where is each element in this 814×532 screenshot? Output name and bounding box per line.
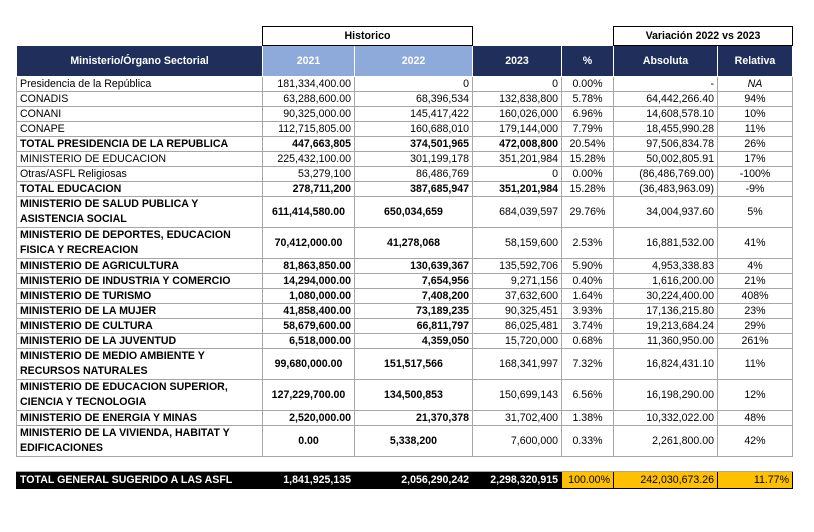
group-variacion: Variación 2022 vs 2023	[614, 27, 793, 46]
cell-v2022: 66,811,797	[355, 319, 473, 334]
row-name: MINISTERIO DE MEDIO AMBIENTE Y RECURSOS NATURALES	[17, 349, 263, 380]
row-name: MINISTERIO DE AGRICULTURA	[17, 259, 263, 274]
cell-pct: 3.93%	[562, 304, 614, 319]
cell-rel: 12%	[718, 380, 793, 411]
cell-rel: 11%	[718, 122, 793, 137]
cell-pct: 5.78%	[562, 92, 614, 107]
total-name: TOTAL GENERAL SUGERIDO A LAS ASFL	[17, 472, 263, 489]
row-name: TOTAL EDUCACION	[17, 182, 263, 197]
cell-v2022: 4,359,050	[355, 334, 473, 349]
cell-pct: 0.33%	[562, 426, 614, 457]
cell-pct: 0.00%	[562, 167, 614, 182]
cell-abs: 97,506,834.78	[614, 137, 718, 152]
cell-abs: 19,213,684.24	[614, 319, 718, 334]
cell-rel: 17%	[718, 152, 793, 167]
cell-abs: 17,136,215.80	[614, 304, 718, 319]
cell-v2023: 7,600,000	[473, 426, 562, 457]
cell-v2022: 160,688,010	[355, 122, 473, 137]
cell-rel: 5%	[718, 197, 793, 228]
row-name: MINISTERIO DE ENERGIA Y MINAS	[17, 411, 263, 426]
row-name: MINISTERIO DE SALUD PUBLICA Y ASISTENCIA SOCIAL	[17, 197, 263, 228]
cell-v2023: 37,632,600	[473, 289, 562, 304]
table-row	[17, 228, 793, 259]
cell-v2021: 81,863,850.00	[263, 259, 355, 274]
cell-rel: 23%	[718, 304, 793, 319]
cell-v2022: 73,189,235	[355, 304, 473, 319]
cell-abs: 18,455,990.28	[614, 122, 718, 137]
cell-v2023: 351,201,984	[473, 182, 562, 197]
cell-v2022: 145,417,422	[355, 107, 473, 122]
total-pct: 100.00%	[562, 472, 614, 489]
cell-v2023: 160,026,000	[473, 107, 562, 122]
cell-rel: 10%	[718, 107, 793, 122]
cell-abs: 2,261,800.00	[614, 426, 718, 457]
table-row	[17, 411, 793, 426]
cell-abs: 10,332,022.00	[614, 411, 718, 426]
table-row	[17, 289, 793, 304]
col-2021: 2021	[263, 46, 355, 77]
col-2022: 2022	[355, 46, 473, 77]
table-row	[17, 137, 793, 152]
row-name: MINISTERIO DE INDUSTRIA Y COMERCIO	[17, 274, 263, 289]
cell-rel: 21%	[718, 274, 793, 289]
spacer-cell	[355, 457, 473, 472]
spacer-row	[17, 457, 793, 472]
spacer-cell	[614, 457, 718, 472]
cell-v2021: 112,715,805.00	[263, 122, 355, 137]
spacer-cell	[473, 457, 562, 472]
cell-v2021: 127,229,700.00	[263, 380, 355, 411]
cell-rel: 261%	[718, 334, 793, 349]
cell-v2022: 7,654,956	[355, 274, 473, 289]
cell-abs: 16,824,431.10	[614, 349, 718, 380]
spacer-cell	[263, 457, 355, 472]
cell-v2022: 650,034,659	[355, 197, 473, 228]
table-row	[17, 304, 793, 319]
table-row	[17, 152, 793, 167]
cell-abs: 4,953,338.83	[614, 259, 718, 274]
cell-abs: (86,486,769.00)	[614, 167, 718, 182]
cell-pct: 2.53%	[562, 228, 614, 259]
cell-abs: 1,616,200.00	[614, 274, 718, 289]
row-name: Presidencia de la República	[17, 77, 263, 92]
cell-v2022: 151,517,566	[355, 349, 473, 380]
cell-abs: 50,002,805.91	[614, 152, 718, 167]
cell-v2021: 14,294,000.00	[263, 274, 355, 289]
table-row	[17, 426, 793, 457]
cell-v2021: 90,325,000.00	[263, 107, 355, 122]
table-row	[17, 274, 793, 289]
cell-pct: 0.68%	[562, 334, 614, 349]
cell-v2021: 1,080,000.00	[263, 289, 355, 304]
cell-v2023: 168,341,997	[473, 349, 562, 380]
cell-v2022: 7,408,200	[355, 289, 473, 304]
row-name: TOTAL PRESIDENCIA DE LA REPUBLICA	[17, 137, 263, 152]
cell-v2023: 15,720,000	[473, 334, 562, 349]
spacer-cell	[718, 457, 793, 472]
cell-v2022: 387,685,947	[355, 182, 473, 197]
cell-abs: 11,360,950.00	[614, 334, 718, 349]
cell-v2023: 684,039,597	[473, 197, 562, 228]
cell-abs: 16,198,290.00	[614, 380, 718, 411]
cell-v2021: 0.00	[263, 426, 355, 457]
cell-abs: -	[614, 77, 718, 92]
cell-v2023: 135,592,706	[473, 259, 562, 274]
cell-pct: 7.79%	[562, 122, 614, 137]
cell-v2023: 472,008,800	[473, 137, 562, 152]
cell-rel: NA	[718, 77, 793, 92]
cell-abs: 14,608,578.10	[614, 107, 718, 122]
total-rel: 11.77%	[718, 472, 793, 489]
cell-v2022: 0	[355, 77, 473, 92]
cell-abs: 34,004,937.60	[614, 197, 718, 228]
cell-rel: 41%	[718, 228, 793, 259]
table-row	[17, 349, 793, 380]
cell-rel: 29%	[718, 319, 793, 334]
col-pct: %	[562, 46, 614, 77]
col-2023: 2023	[473, 46, 562, 77]
cell-pct: 0.00%	[562, 77, 614, 92]
cell-v2023: 150,699,143	[473, 380, 562, 411]
row-name: MINISTERIO DE EDUCACION	[17, 152, 263, 167]
table-row	[17, 380, 793, 411]
table-row	[17, 122, 793, 137]
cell-v2022: 374,501,965	[355, 137, 473, 152]
table-row	[17, 259, 793, 274]
cell-pct: 1.38%	[562, 411, 614, 426]
row-name: MINISTERIO DE LA MUJER	[17, 304, 263, 319]
cell-v2022: 86,486,769	[355, 167, 473, 182]
cell-v2021: 611,414,580.00	[263, 197, 355, 228]
cell-v2021: 63,288,600.00	[263, 92, 355, 107]
cell-pct: 5.90%	[562, 259, 614, 274]
cell-v2021: 447,663,805	[263, 137, 355, 152]
cell-v2023: 0	[473, 77, 562, 92]
col-absoluta: Absoluta	[614, 46, 718, 77]
row-name: Otras/ASFL Religiosas	[17, 167, 263, 182]
cell-v2021: 225,432,100.00	[263, 152, 355, 167]
cell-rel: 26%	[718, 137, 793, 152]
cell-abs: (36,483,963.09)	[614, 182, 718, 197]
cell-pct: 3.74%	[562, 319, 614, 334]
cell-v2021: 2,520,000.00	[263, 411, 355, 426]
col-ministerio: Ministerio/Órgano Sectorial	[17, 46, 263, 77]
cell-v2021: 278,711,200	[263, 182, 355, 197]
spacer-cell	[17, 457, 263, 472]
table-row	[17, 319, 793, 334]
cell-abs: 30,224,400.00	[614, 289, 718, 304]
cell-rel: -100%	[718, 167, 793, 182]
total-abs: 242,030,673.26	[614, 472, 718, 489]
cell-rel: 4%	[718, 259, 793, 274]
cell-v2022: 68,396,534	[355, 92, 473, 107]
cell-v2021: 99,680,000.00	[263, 349, 355, 380]
cell-v2022: 134,500,853	[355, 380, 473, 411]
cell-v2023: 58,159,600	[473, 228, 562, 259]
group-spacer	[17, 27, 263, 46]
group-header-row	[17, 27, 793, 46]
row-name: MINISTERIO DE CULTURA	[17, 319, 263, 334]
cell-rel: 94%	[718, 92, 793, 107]
total-v2021: 1,841,925,135	[263, 472, 355, 489]
cell-pct: 1.64%	[562, 289, 614, 304]
grand-total-row	[17, 472, 793, 489]
col-relativa: Relativa	[718, 46, 793, 77]
table-row	[17, 197, 793, 228]
cell-pct: 6.96%	[562, 107, 614, 122]
cell-pct: 0.40%	[562, 274, 614, 289]
row-name: MINISTERIO DE EDUCACION SUPERIOR, CIENCIA Y TECNOLOGIA	[17, 380, 263, 411]
group-historico: Historico	[263, 27, 473, 46]
cell-v2022: 41,278,068	[355, 228, 473, 259]
cell-v2023: 31,702,400	[473, 411, 562, 426]
budget-table	[16, 26, 793, 489]
group-spacer	[473, 27, 614, 46]
cell-rel: 48%	[718, 411, 793, 426]
row-name: CONANI	[17, 107, 263, 122]
cell-pct: 20.54%	[562, 137, 614, 152]
row-name: MINISTERIO DE LA JUVENTUD	[17, 334, 263, 349]
cell-v2023: 132,838,800	[473, 92, 562, 107]
cell-v2022: 5,338,200	[355, 426, 473, 457]
cell-v2023: 9,271,156	[473, 274, 562, 289]
table-row	[17, 167, 793, 182]
cell-v2021: 6,518,000.00	[263, 334, 355, 349]
cell-v2023: 0	[473, 167, 562, 182]
cell-v2023: 90,325,451	[473, 304, 562, 319]
cell-abs: 64,442,266.40	[614, 92, 718, 107]
table-row	[17, 182, 793, 197]
cell-v2022: 301,199,178	[355, 152, 473, 167]
cell-pct: 15.28%	[562, 182, 614, 197]
row-name: MINISTERIO DE DEPORTES, EDUCACION FISICA Y RECREACION	[17, 228, 263, 259]
cell-v2023: 86,025,481	[473, 319, 562, 334]
table-row	[17, 92, 793, 107]
cell-pct: 15.28%	[562, 152, 614, 167]
cell-v2021: 53,279,100	[263, 167, 355, 182]
cell-v2022: 130,639,367	[355, 259, 473, 274]
cell-v2021: 70,412,000.00	[263, 228, 355, 259]
column-header-row	[17, 46, 793, 77]
row-name: CONADIS	[17, 92, 263, 107]
row-name: MINISTERIO DE LA VIVIENDA, HABITAT Y EDIFICACIONES	[17, 426, 263, 457]
total-v2022: 2,056,290,242	[355, 472, 473, 489]
row-name: MINISTERIO DE TURISMO	[17, 289, 263, 304]
cell-abs: 16,881,532.00	[614, 228, 718, 259]
total-v2023: 2,298,320,915	[473, 472, 562, 489]
cell-rel: -9%	[718, 182, 793, 197]
cell-pct: 6.56%	[562, 380, 614, 411]
cell-v2023: 351,201,984	[473, 152, 562, 167]
cell-pct: 7.32%	[562, 349, 614, 380]
cell-v2021: 181,334,400.00	[263, 77, 355, 92]
cell-rel: 42%	[718, 426, 793, 457]
table-row	[17, 77, 793, 92]
cell-rel: 408%	[718, 289, 793, 304]
cell-v2023: 179,144,000	[473, 122, 562, 137]
cell-v2021: 58,679,600.00	[263, 319, 355, 334]
cell-rel: 11%	[718, 349, 793, 380]
table-row	[17, 107, 793, 122]
cell-v2022: 21,370,378	[355, 411, 473, 426]
table-row	[17, 334, 793, 349]
spacer-cell	[562, 457, 614, 472]
cell-v2021: 41,858,400.00	[263, 304, 355, 319]
row-name: CONAPE	[17, 122, 263, 137]
cell-pct: 29.76%	[562, 197, 614, 228]
